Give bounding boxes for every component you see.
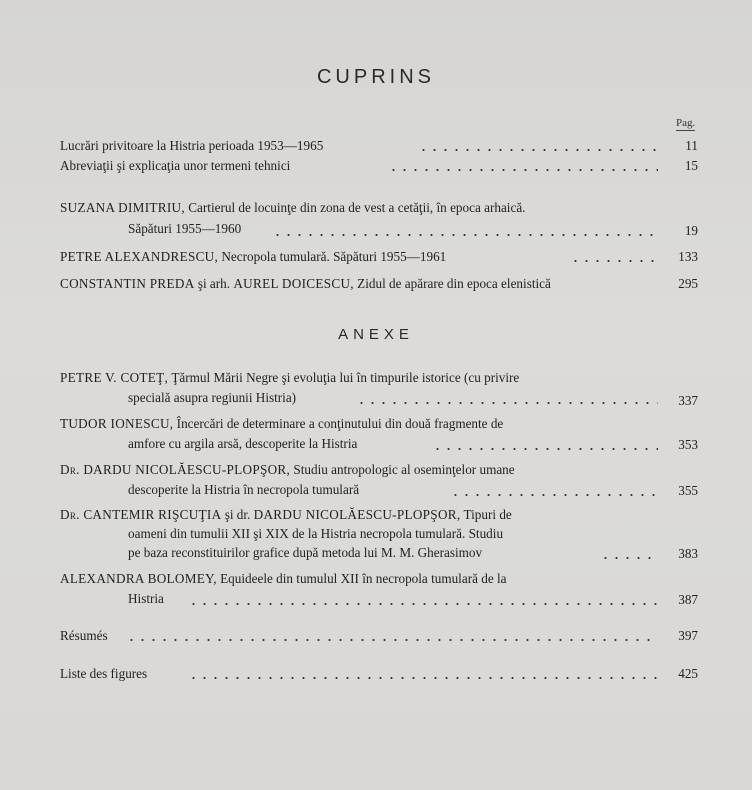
leader-dots (126, 637, 658, 643)
toc-entry (60, 274, 700, 293)
toc-entry (60, 626, 700, 645)
page-number: 383 (678, 546, 698, 561)
entry-title-cont: pe baza reconstituirilor grafice după metoda lui M. M. Gherasimov (128, 545, 483, 560)
entry-title-cont: specială asupra regiunii Histria) (128, 390, 297, 405)
page-number: 295 (678, 276, 698, 291)
entry-title: Încercări de determinare a conţinutului din două fragmente de (176, 416, 504, 431)
entry-title: Lucrări privitoare la Histria perioada 1953—1965 (60, 138, 324, 153)
leader-dots (188, 675, 658, 681)
entry-title: Necropola tumulară. Săpături 1955—1961 (221, 249, 447, 264)
entry-title: Résumés (60, 628, 108, 643)
toc-entry (60, 664, 700, 683)
page-number: 425 (678, 666, 698, 681)
leader-dots (570, 258, 658, 264)
toc-entry (60, 247, 700, 266)
entry-title: Zidul de apărare din epoca elenistică (357, 276, 551, 291)
entry-title: Studiu antropologic al oseminţelor umane (293, 462, 515, 477)
toc-entry (60, 569, 700, 609)
entry-author: CONSTANTIN PREDA (60, 276, 195, 291)
entry-author-2: AUREL DOICESCU, (233, 276, 354, 291)
entry-author: Dr. DARDU NICOLĂESCU-PLOPŞOR, (60, 462, 291, 477)
toc-entry (60, 198, 700, 240)
page-number: 133 (678, 249, 698, 264)
entry-author: PETRE V. COTEŢ, (60, 370, 169, 385)
leader-dots (432, 446, 658, 452)
leader-dots (450, 492, 658, 498)
toc-entry (60, 136, 700, 155)
entry-title-cont: amfore cu argila arsă, descoperite la Histria (128, 436, 358, 451)
toc-entry (60, 156, 700, 175)
entry-author: SUZANA DIMITRIU, (60, 200, 185, 215)
leader-dots (388, 167, 658, 173)
toc-entry (60, 414, 700, 454)
entry-title-cont: Histria (128, 591, 164, 606)
page-number: 397 (678, 628, 698, 643)
annex-title: ANEXE (338, 326, 414, 343)
leader-dots (418, 147, 658, 153)
leader-dots (188, 601, 658, 607)
page-title: CUPRINS (316, 66, 435, 88)
entry-author: ALEXANDRA BOLOMEY, (60, 571, 217, 586)
leader-dots (356, 400, 658, 406)
toc-entry (60, 460, 700, 500)
entry-title: Ţărmul Mării Negre şi evoluţia lui în timpurile istorice (cu privire (171, 370, 520, 385)
toc-entry (60, 505, 700, 563)
entry-author: PETRE ALEXANDRESCU, (60, 249, 219, 264)
toc-entry (60, 368, 700, 408)
entry-title-cont: oameni din tumulii XII şi XIX de la Histria necropola tumulară. Studiu (128, 526, 504, 541)
page-column-header: Pag. (676, 117, 696, 129)
entry-title: Equideele din tumulul XII în necropola tumulară de la (220, 571, 507, 586)
leader-dots (600, 555, 658, 561)
page-number: 19 (684, 223, 698, 238)
entry-author-2: DARDU NICOLĂESCU-PLOPŞOR, (253, 507, 461, 522)
leader-dots (272, 232, 658, 238)
page-number: 11 (685, 138, 698, 153)
entry-title: Tipuri de (463, 507, 512, 522)
entry-title-cont: Săpături 1955—1960 (128, 221, 242, 236)
entry-title: Liste des figures (60, 666, 148, 681)
entry-author: TUDOR IONESCU, (60, 416, 174, 431)
page-number: 15 (684, 158, 698, 173)
page-number: 353 (678, 437, 698, 452)
entry-conjunction: şi dr. (224, 507, 251, 522)
entry-conjunction: şi arh. (197, 276, 231, 291)
entry-title: Cartierul de locuinţe din zona de vest a cetăţii, în epoca arhaică. (188, 200, 526, 215)
entry-title-cont: descoperite la Histria în necropola tumulară (128, 482, 360, 497)
page-number: 387 (678, 592, 698, 607)
entry-author: Dr. CANTEMIR RIŞCUŢIA (60, 507, 222, 522)
entry-title: Abreviaţii şi explicaţia unor termeni tehnici (60, 158, 291, 173)
page-number: 355 (678, 483, 698, 498)
page-number: 337 (678, 393, 698, 408)
